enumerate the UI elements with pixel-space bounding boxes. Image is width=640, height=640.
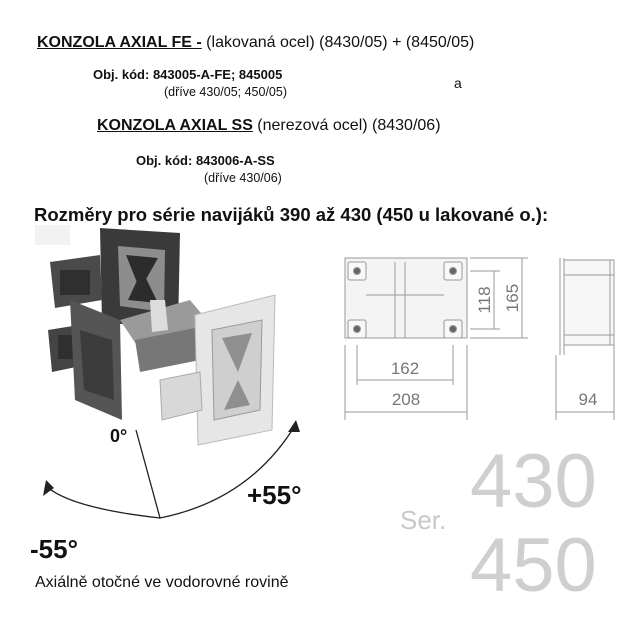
angle-zero: 0° [110, 426, 128, 446]
connector-text: a [454, 75, 462, 91]
dim-94: 94 [578, 390, 598, 409]
product2-name: KONZOLA AXIAL SS [97, 117, 253, 134]
dim-118: 118 [475, 286, 494, 314]
product1-desc: (lakovaná ocel) (8430/05) + (8450/05) [201, 34, 475, 51]
dim-208: 208 [391, 390, 421, 409]
front-view-drawing [345, 258, 528, 420]
dim-162: 162 [390, 359, 420, 378]
angle-minus: -55° [30, 534, 78, 564]
rotation-caption: Axiálně otočné ve vodorovné rovině [35, 574, 289, 591]
dim-165: 165 [503, 283, 522, 313]
product2-code: Obj. kód: 843006-A-SS [136, 153, 275, 168]
series-450: 450 [470, 523, 597, 608]
product1-name: KONZOLA AXIAL FE - [37, 34, 202, 51]
dimensions-heading: Rozměry pro série navijáků 390 až 430 (450 u lakované o.): [34, 204, 549, 225]
angle-plus: +55° [247, 480, 302, 510]
bracket-photo [35, 225, 275, 445]
product1-code: Obj. kód: 843005-A-FE; 845005 [93, 67, 283, 82]
series-430: 430 [470, 439, 597, 524]
product1-previous: (dříve 430/05; 450/05) [164, 85, 287, 99]
arrow-left-icon [43, 480, 54, 496]
product2-desc: (nerezová ocel) (8430/06) [252, 117, 441, 134]
product2-previous: (dříve 430/06) [204, 171, 282, 185]
arrow-right-icon [288, 420, 300, 432]
series-label: Ser. [400, 505, 447, 535]
